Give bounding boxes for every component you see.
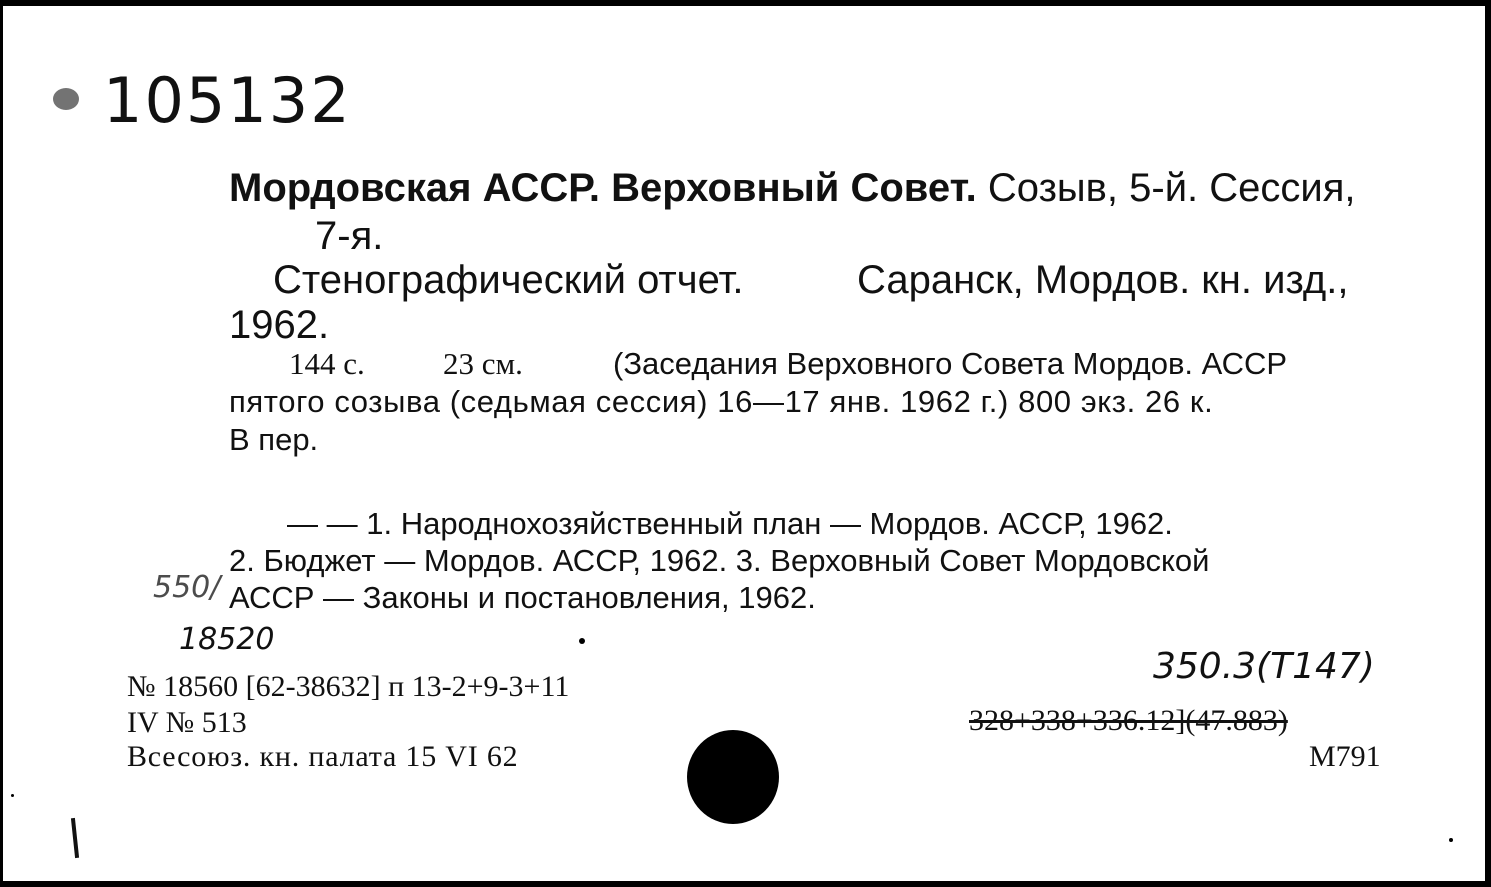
number-note: 18520 bbox=[179, 622, 275, 657]
small-dot bbox=[579, 638, 585, 644]
subjects-line-2: 2. Бюджет — Мордов. АССР, 1962. 3. Верховный Совет Мордовской bbox=[229, 543, 1210, 578]
imprint: Саранск, Мордов. кн. изд., bbox=[857, 258, 1349, 302]
classification-number: 350.3(T147) bbox=[1153, 646, 1375, 687]
heading-author: Мордовская АССР. Верховный Совет. bbox=[229, 166, 977, 210]
year: 1962. bbox=[229, 303, 330, 347]
heading-continuation: 7-я. bbox=[315, 214, 384, 258]
footer-left-line-3: Всесоюз. кн. палата 15 VI 62 bbox=[127, 740, 519, 773]
card-number: 105132 bbox=[103, 64, 352, 137]
margin-mark: 550/ bbox=[153, 570, 221, 605]
pages: 144 с. bbox=[289, 346, 365, 381]
pencil-mark bbox=[71, 818, 79, 858]
series-line-1: (Заседания Верховного Совета Мордов. АССР bbox=[613, 346, 1288, 381]
footer-left-line-1: № 18560 [62-38632] п 13-2+9-3+11 bbox=[127, 670, 570, 703]
speck bbox=[11, 794, 14, 797]
subjects-line-1: — — 1. Народнохозяйственный план — Мордов. АССР, 1962. bbox=[287, 506, 1173, 541]
binding: В пер. bbox=[229, 422, 319, 457]
title: Стенографический отчет. bbox=[273, 258, 744, 302]
footer-left-line-2: IV № 513 bbox=[127, 706, 247, 739]
struck-classification: 328+338+336.12](47.883) bbox=[969, 704, 1288, 737]
heading-rest: Созыв, 5-й. Сессия, bbox=[976, 166, 1356, 210]
heading bbox=[229, 166, 1356, 211]
index-code: М791 bbox=[1309, 740, 1381, 773]
punch-hole bbox=[687, 730, 779, 824]
ink-smudge bbox=[53, 88, 79, 110]
speck-right bbox=[1449, 838, 1453, 842]
series-line-2: пятого созыва (седьмая сессия) 16—17 янв. 1962 г.) 800 экз. 26 к. bbox=[229, 384, 1214, 419]
subjects-line-3: АССР — Законы и постановления, 1962. bbox=[229, 580, 816, 615]
size: 23 см. bbox=[443, 346, 523, 381]
